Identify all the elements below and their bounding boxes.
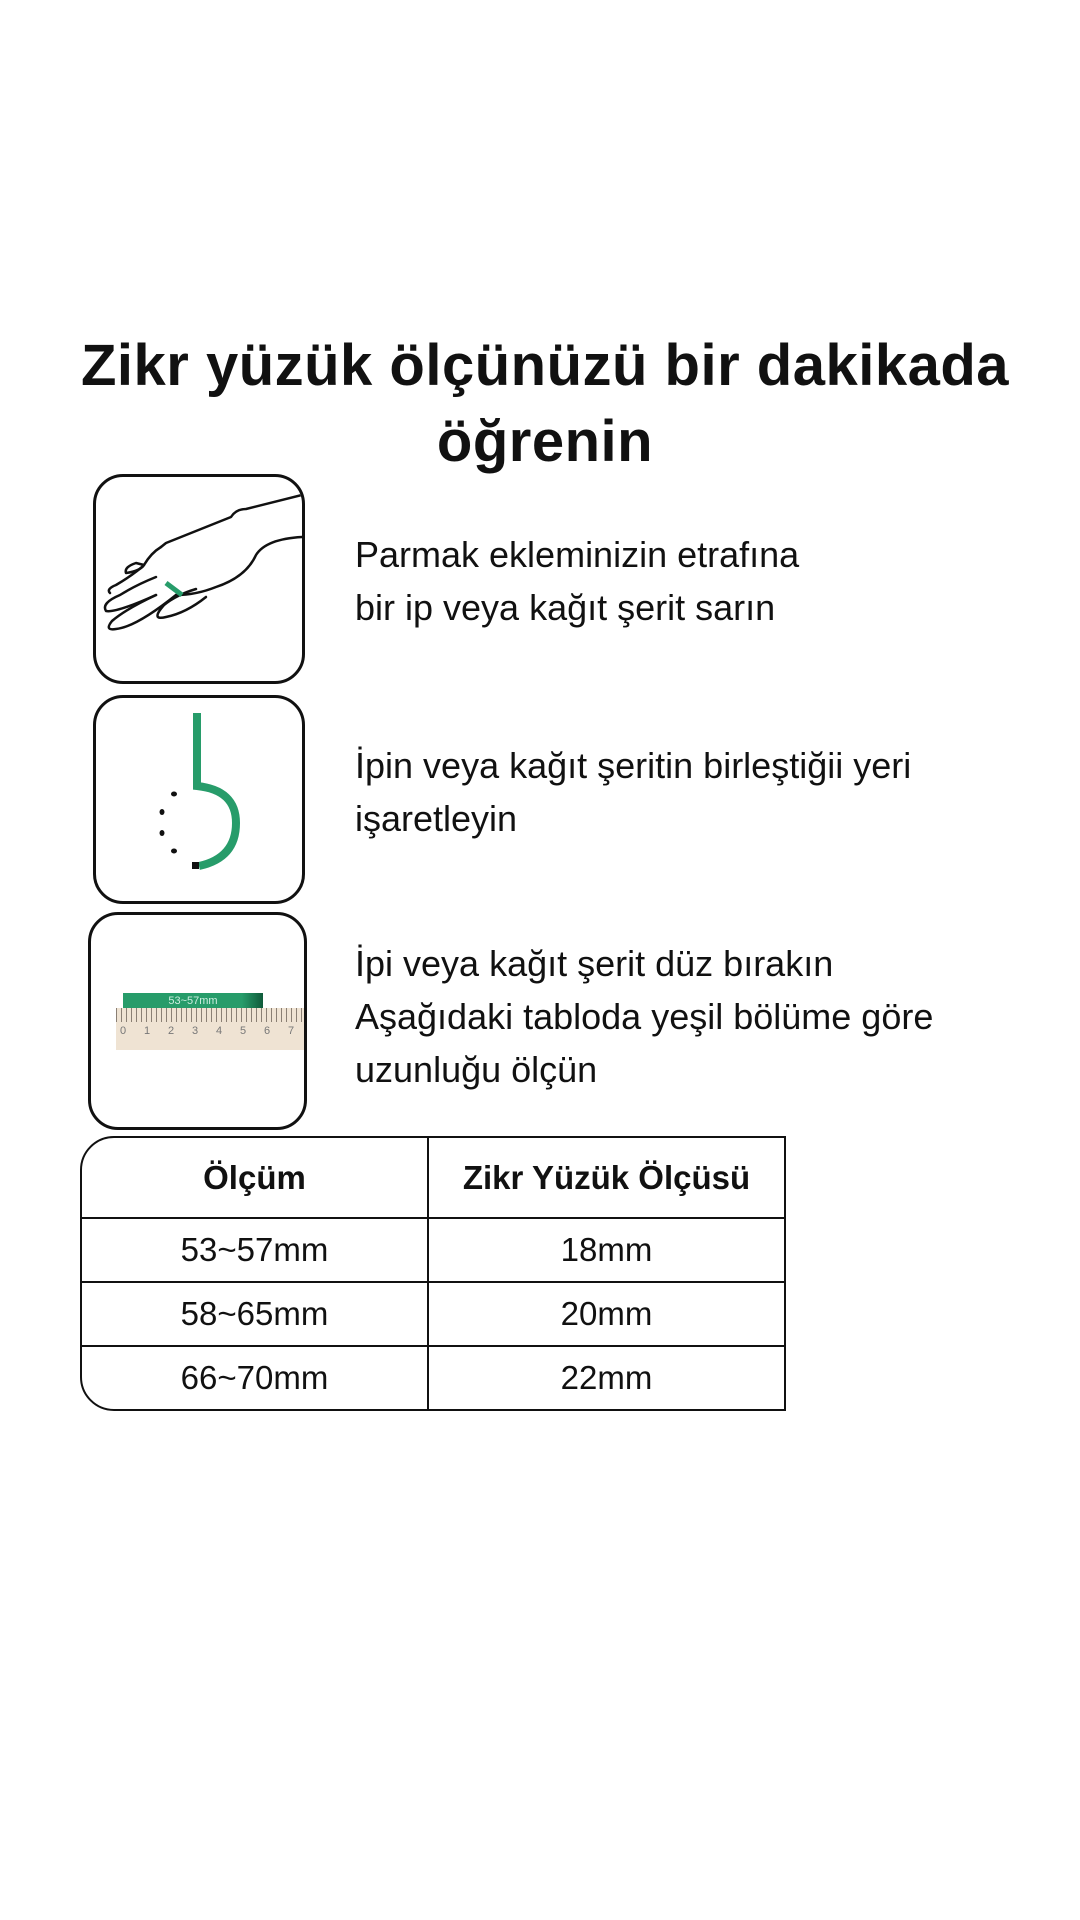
hand-icon — [93, 474, 305, 684]
header-ring-size: Zikr Yüzük Ölçüsü — [429, 1138, 784, 1219]
step-text-line: İpi veya kağıt şerit düz bırakın — [355, 943, 834, 984]
table-header-row — [82, 1138, 784, 1219]
step-text-line: işaretleyin — [355, 798, 518, 839]
green-strip — [123, 993, 263, 1009]
cell-measurement: 58~65mm — [82, 1283, 429, 1347]
cell-size: 18mm — [429, 1219, 784, 1283]
step-1-text — [355, 528, 799, 634]
step-text-line: bir ip veya kağıt şerit sarın — [355, 587, 776, 628]
string-mark-icon — [93, 695, 305, 904]
cell-size: 22mm — [560, 1359, 653, 1396]
size-table — [80, 1136, 786, 1411]
table-row — [82, 1347, 784, 1409]
ruler-tick-label: 4 — [216, 1025, 223, 1037]
cell-measurement: 66~70mm — [82, 1347, 429, 1409]
ruler-tick-label: 6 — [264, 1025, 271, 1037]
ruler-tick-label: 7 — [288, 1025, 295, 1037]
table-row — [82, 1283, 784, 1347]
ruler-tick-label: 3 — [192, 1025, 199, 1037]
step-3-text — [355, 937, 933, 1096]
cell-measurement: 53~57mm — [82, 1219, 429, 1283]
step-text-line: İpin veya kağıt şeritin birleştiğii yeri — [355, 745, 912, 786]
page-title-line1: Zikr yüzük ölçünüzü bir dakikada — [80, 333, 1010, 398]
step-text-line: Parmak ekleminizin etrafına — [355, 534, 800, 575]
table-row — [82, 1219, 784, 1283]
step-text-line: uzunluğu ölçün — [355, 1049, 598, 1090]
ruler-tick-label: 5 — [240, 1025, 247, 1037]
ruler-tick-label: 0 — [120, 1025, 127, 1037]
page-title-line2: öğrenin — [436, 409, 654, 474]
step-text-line: Aşağıdaki tabloda yeşil bölüme göre — [355, 996, 934, 1037]
header-measurement: Ölçüm — [82, 1138, 429, 1219]
strip-label: 53~57mm — [168, 995, 218, 1007]
ruler-tick-label: 1 — [144, 1025, 151, 1037]
ruler — [116, 1008, 307, 1050]
step-2-text — [355, 739, 911, 845]
cell-size: 20mm — [429, 1283, 784, 1347]
ruler-tick-label: 2 — [168, 1025, 175, 1037]
ruler-icon — [88, 912, 307, 1130]
